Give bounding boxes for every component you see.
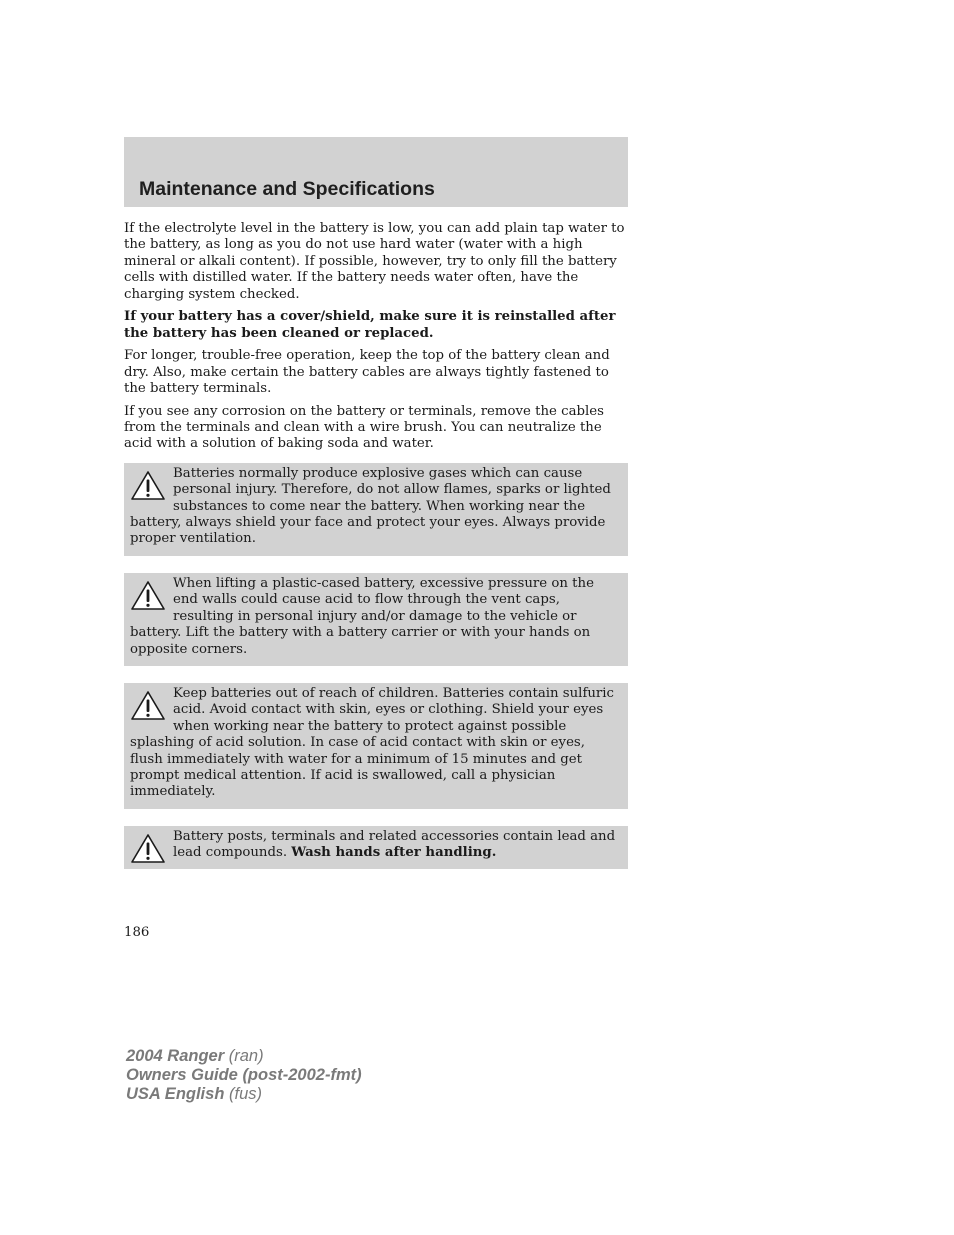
footer-model-name: 2004 Ranger xyxy=(126,1047,225,1065)
document-footer xyxy=(126,1047,362,1104)
footer-language-code: (fus) xyxy=(224,1085,262,1103)
warning-triangle-icon xyxy=(130,689,166,722)
footer-language-name: USA English xyxy=(126,1085,225,1103)
warning-triangle-icon xyxy=(130,832,166,865)
body-paragraph-electrolyte: If the electrolyte level in the battery is low, you can add plain tap water to the battery, as long as you do not use hard water (water with a high mineral or alkali content). If possible, however, try to only fill the battery cells with distilled water. If the battery needs water often, have the charging system checked. xyxy=(124,221,625,302)
footer-line-language xyxy=(126,1085,362,1104)
footer-model-code: (ran) xyxy=(224,1047,264,1065)
page-number: 186 xyxy=(124,925,150,940)
warning-box-lifting-battery xyxy=(124,573,628,666)
body-paragraph-clean-terminals: For longer, trouble-free operation, keep the top of the battery clean and dry. Also, make certain the battery cables are always tightly fastened to the battery terminals. xyxy=(124,348,610,397)
warning-triangle-icon xyxy=(130,469,166,502)
warning-text-normal: Battery posts, terminals and related accessories contain lead and lead compounds. xyxy=(173,828,616,861)
warning-text: Keep batteries out of reach of children. Batteries contain sulfuric acid. Avoid contact with skin, eyes or clothing. Shield your eyes when working near the battery to protect against possible splashing of acid solution. In case of acid contact with skin or eyes, flush immediately with water for a minimum of 15 minutes and get prompt medical attention. If acid is swallowed, call a physician immediately. xyxy=(130,685,614,800)
section-title: Maintenance and Specifications xyxy=(139,178,435,200)
warning-box-lead-compounds xyxy=(124,826,628,869)
section-header-bar xyxy=(124,137,628,207)
warning-text-bold: Wash hands after handling. xyxy=(291,845,497,861)
body-paragraph-cover-shield: If your battery has a cover/shield, make sure it is reinstalled after the battery has been cleaned or replaced. xyxy=(124,309,616,341)
warning-text: Batteries normally produce explosive gases which can cause personal injury. Therefore, do not allow flames, sparks or lighted substances to come near the battery. When working near the battery, always shield your face and protect your eyes. Always provide proper ventilation. xyxy=(130,465,611,547)
footer-line-model xyxy=(126,1047,362,1066)
footer-guide-name: Owners Guide (post-2002-fmt) xyxy=(126,1066,362,1084)
warning-text: When lifting a plastic-cased battery, excessive pressure on the end walls could cause acid to flow through the vent caps, resulting in personal injury and/or damage to the vehicle or battery. Lift the battery with a battery carrier or with your hands on opposite corners. xyxy=(130,575,594,657)
warning-box-explosive-gases xyxy=(124,463,628,556)
footer-line-guide xyxy=(126,1066,362,1085)
warning-triangle-icon xyxy=(130,579,166,612)
page-content xyxy=(124,221,628,886)
warning-text xyxy=(173,829,615,860)
warning-box-sulfuric-acid xyxy=(124,683,628,809)
body-paragraph-corrosion: If you see any corrosion on the battery or terminals, remove the cables from the terminals and clean with a wire brush. You can neutralize the acid with a solution of baking soda and water. xyxy=(124,403,604,452)
